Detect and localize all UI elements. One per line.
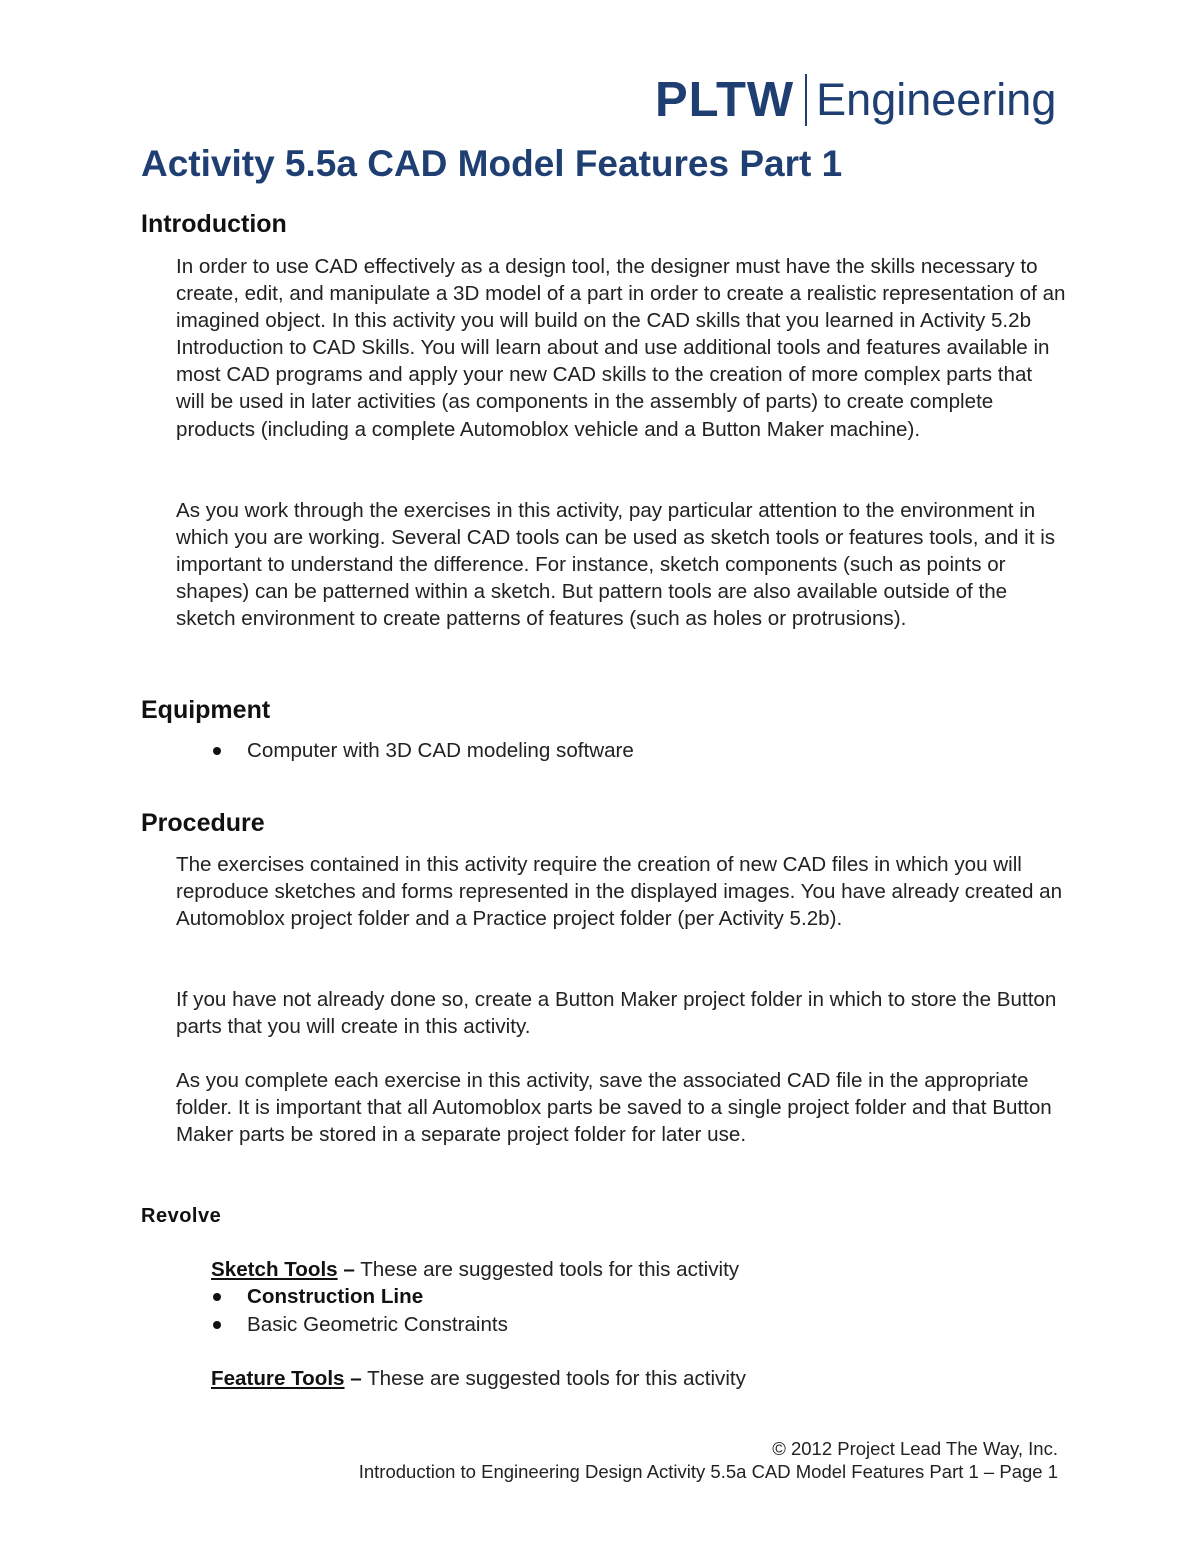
sketch-tools-list <box>211 1283 508 1338</box>
list-item <box>211 737 634 765</box>
sketch-tool-geometric-constraints: Basic Geometric Constraints <box>247 1312 508 1336</box>
introduction-heading: Introduction <box>141 210 287 238</box>
page-title: Activity 5.5a CAD Model Features Part 1 <box>141 143 843 184</box>
sketch-tools-label: Sketch Tools <box>211 1258 338 1281</box>
pltw-engineering-logo <box>655 72 1056 128</box>
equipment-list <box>211 737 634 765</box>
sketch-tools-line <box>211 1256 739 1283</box>
sketch-tools-description: These are suggested tools for this activity <box>360 1258 740 1281</box>
bullet-icon <box>213 1321 221 1329</box>
list-item <box>211 1311 508 1339</box>
equipment-heading: Equipment <box>141 696 271 724</box>
feature-tools-dash: – <box>350 1367 362 1390</box>
list-item <box>211 1283 508 1311</box>
procedure-heading: Procedure <box>141 809 265 837</box>
sketch-tool-construction-line: Construction Line <box>247 1285 424 1308</box>
procedure-paragraph-3: As you complete each exercise in this activity, save the associated CAD file in the appropriate folder. It is important that all Automoblox parts be saved to a single project folder and that Button Maker parts be stored in a separate project folder for later use. <box>176 1069 1052 1147</box>
introduction-paragraph-1: In order to use CAD effectively as a design tool, the designer must have the skills necessary to create, edit, and manipulate a 3D model of a part in order to create a realistic representation of an imagined object. In this activity you will build on the CAD skills that you learned in Activity 5.2b Introduction to CAD Skills. You will learn about and use additional tools and features available in most CAD programs and apply your new CAD skills to the creation of more complex parts that will be used in later activities (as components in the assembly of parts) to create complete products (including a complete Automoblox vehicle and a Button Maker machine). <box>176 255 1066 441</box>
logo-divider <box>805 74 807 126</box>
logo-brand: PLTW <box>655 73 795 127</box>
procedure-paragraph-1: The exercises contained in this activity require the creation of new CAD files in which you will reproduce sketches and forms represented in the displayed images. You have already created an Automoblox project folder and a Practice project folder (per Activity 5.2b). <box>176 853 1063 931</box>
bullet-icon <box>213 747 221 755</box>
logo-text: Engineering <box>816 74 1057 125</box>
equipment-item-label: Computer with 3D CAD modeling software <box>247 739 634 762</box>
footer-copyright: © 2012 Project Lead The Way, Inc. <box>772 1438 1058 1459</box>
feature-tools-line <box>211 1365 746 1392</box>
procedure-paragraph-2: If you have not already done so, create a Button Maker project folder in which to store the Button parts that you will create in this activity. <box>176 988 1057 1039</box>
sketch-tools-dash: – <box>343 1258 355 1281</box>
feature-tools-label: Feature Tools <box>211 1367 345 1390</box>
revolve-heading: Revolve <box>141 1205 222 1227</box>
page-footer <box>359 1437 1058 1483</box>
feature-tools-description: These are suggested tools for this activity <box>367 1367 746 1390</box>
bullet-icon <box>213 1293 221 1301</box>
introduction-paragraph-2: As you work through the exercises in this activity, pay particular attention to the environment in which you are working. Several CAD tools can be used as sketch tools or features tools, and it is important to understand the difference. For instance, sketch components (such as points or shapes) can be patterned within a sketch. But pattern tools are also available outside of the sketch environment to create patterns of features (such as holes or protrusions). <box>176 499 1056 631</box>
footer-page-info: Introduction to Engineering Design Activity 5.5a CAD Model Features Part 1 – Page 1 <box>358 1461 1058 1482</box>
